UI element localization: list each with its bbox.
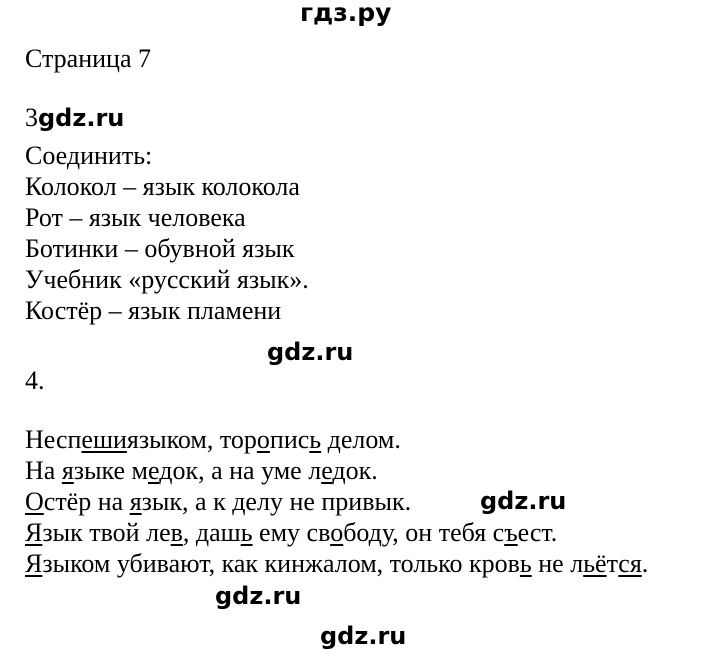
underlined-segment: о xyxy=(330,518,344,547)
task3-line: Ботинки – обувной язык xyxy=(25,234,295,263)
text-segment: не л xyxy=(531,549,584,578)
watermark-task3: gdz.ru xyxy=(38,104,125,132)
text-segment: . xyxy=(641,549,649,578)
proverb-line xyxy=(25,424,648,455)
underlined-segment: ъ xyxy=(504,518,518,547)
underlined-segment: о xyxy=(256,425,270,454)
watermark-bottom: gdz.ru xyxy=(320,622,407,650)
task3-line: Костёр – язык пламени xyxy=(25,296,282,325)
watermark-mid-2: gdz.ru xyxy=(480,487,567,515)
text-segment: , даш xyxy=(182,518,241,547)
underlined-segment: е xyxy=(148,456,160,485)
underlined-segment: ь xyxy=(240,518,253,547)
task4-number: 4. xyxy=(25,366,45,395)
underlined-segment: Я xyxy=(25,549,43,578)
task3-number: 3 xyxy=(25,103,38,132)
text-segment: боду, он тебя с xyxy=(343,518,505,547)
page-label: Страница 7 xyxy=(25,44,152,73)
watermark-top: гдз.ру xyxy=(300,0,392,27)
task3-line: Колокол – язык колокола xyxy=(25,172,300,201)
proverb-line xyxy=(25,517,648,548)
underlined-segment: еши xyxy=(81,425,127,454)
underlined-segment: я xyxy=(61,456,74,485)
text-segment: зык, а к делу не привык. xyxy=(141,487,412,516)
underlined-segment: Я xyxy=(25,518,43,547)
text-segment: т xyxy=(606,549,619,578)
task3-header xyxy=(25,102,124,133)
proverb-line xyxy=(25,455,648,486)
text-segment: зык твой ле xyxy=(42,518,171,547)
text-segment: Несп xyxy=(25,425,82,454)
text-segment: док, а на уме л xyxy=(159,456,322,485)
watermark-mid-3: gdz.ru xyxy=(215,582,302,610)
text-segment: ему св xyxy=(252,518,331,547)
text-segment: ест. xyxy=(517,518,558,547)
text-segment: стёр на xyxy=(43,487,130,516)
watermark-mid-1: gdz.ru xyxy=(267,338,354,366)
task3-line: Соединить: xyxy=(25,141,153,170)
underlined-segment: О xyxy=(25,487,44,516)
underlined-segment: ь xyxy=(519,549,532,578)
task3-line: Учебник «русский язык». xyxy=(25,265,309,294)
underlined-segment: я xyxy=(129,487,142,516)
text-segment: зыке м xyxy=(73,456,149,485)
text-segment: зыком убивают, как кинжалом, только кров xyxy=(42,549,520,578)
underlined-segment: ся xyxy=(618,549,642,578)
underlined-segment: в xyxy=(170,518,183,547)
text-segment: док. xyxy=(332,456,378,485)
underlined-segment: е xyxy=(321,456,333,485)
text-segment: языком, тор xyxy=(126,425,257,454)
underlined-segment: ь xyxy=(583,549,596,578)
task3-line: Рот – язык человека xyxy=(25,203,246,232)
text-segment: делом. xyxy=(321,425,401,454)
underlined-segment: ь xyxy=(309,425,322,454)
text-segment: На xyxy=(25,456,62,485)
text-segment: пис xyxy=(269,425,310,454)
underlined-segment: ё xyxy=(595,549,607,578)
proverb-line xyxy=(25,548,648,579)
task3-lines xyxy=(25,140,309,326)
